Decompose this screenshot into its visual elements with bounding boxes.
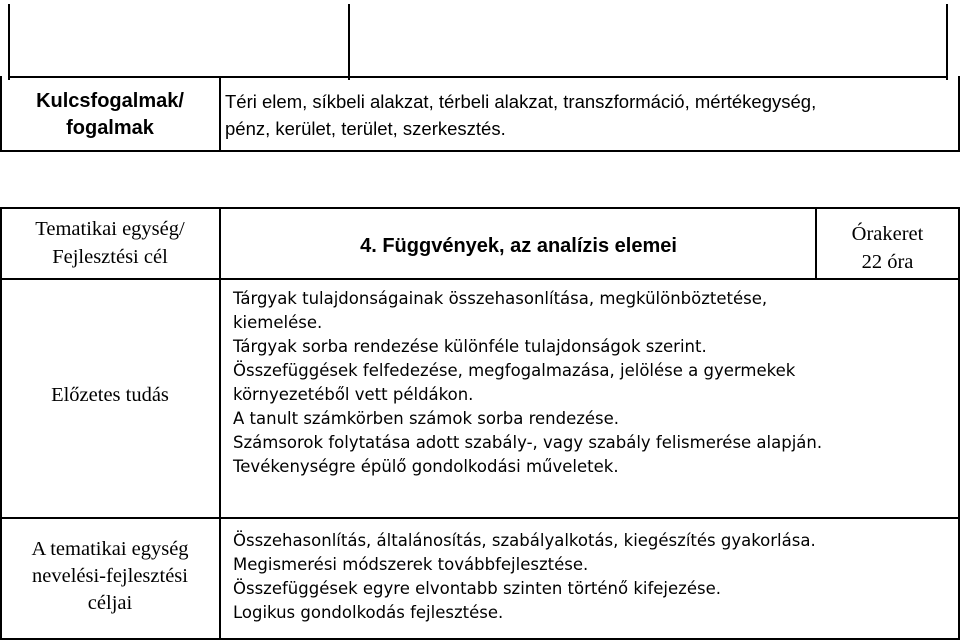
table1-top-right-border xyxy=(946,4,948,80)
table1-col-divider xyxy=(219,76,221,152)
tematikai-label: Tematikai egység/ Fejlesztési cél xyxy=(35,218,185,268)
table1-row-divider xyxy=(8,76,948,78)
kulcsfogalmak-label: Kulcsfogalmak/ fogalmak xyxy=(36,90,184,139)
celjai-text: Összehasonlítás, általánosítás, szabályalkotás, kiegészítés gyakorlása. Megismerési módszerek továbbfejlesztése. Összefüggések egyre elvontabb szinten történő kifejezése. Logikus gondolkodás fejlesztése. xyxy=(233,531,816,622)
table1-top-mid-border xyxy=(348,4,350,80)
table1-top-left-border xyxy=(8,4,10,80)
kulcsfogalmak-text: Téri elem, síkbeli alakzat, térbeli alakzat, transzformáció, mértékegység, pénz, kerület, terület, szerkesztés. xyxy=(225,91,817,139)
elozetes-tudas-text: Tárgyak tulajdonságainak összehasonlítása, megkülönböztetése, kiemelése. Tárgyak sorba rendezése különféle tulajdonságok szerint. Összefüggések felfedezése, megfogalmazása, jelölése a gyermekek környezetéből vett példákon. A tanult számkörben számok sorba rendezése. Számsorok folytatása adott szabály-, vagy szabály felismerése alapján. Tevékenységre épülő gondolkodási műveletek. xyxy=(233,289,823,476)
celjai-label: A tematikai egység nevelési-fejlesztési céljai xyxy=(31,538,189,614)
table1-bottom-border xyxy=(0,150,960,152)
elozetes-tudas-label: Előzetes tudás xyxy=(51,384,169,406)
tematikai-title: 4. Függvények, az analízis elemei xyxy=(360,235,677,257)
table2-row2-divider xyxy=(0,517,960,519)
orakeret: Órakeret 22 óra xyxy=(851,223,924,273)
table2-col-divider xyxy=(219,207,221,640)
